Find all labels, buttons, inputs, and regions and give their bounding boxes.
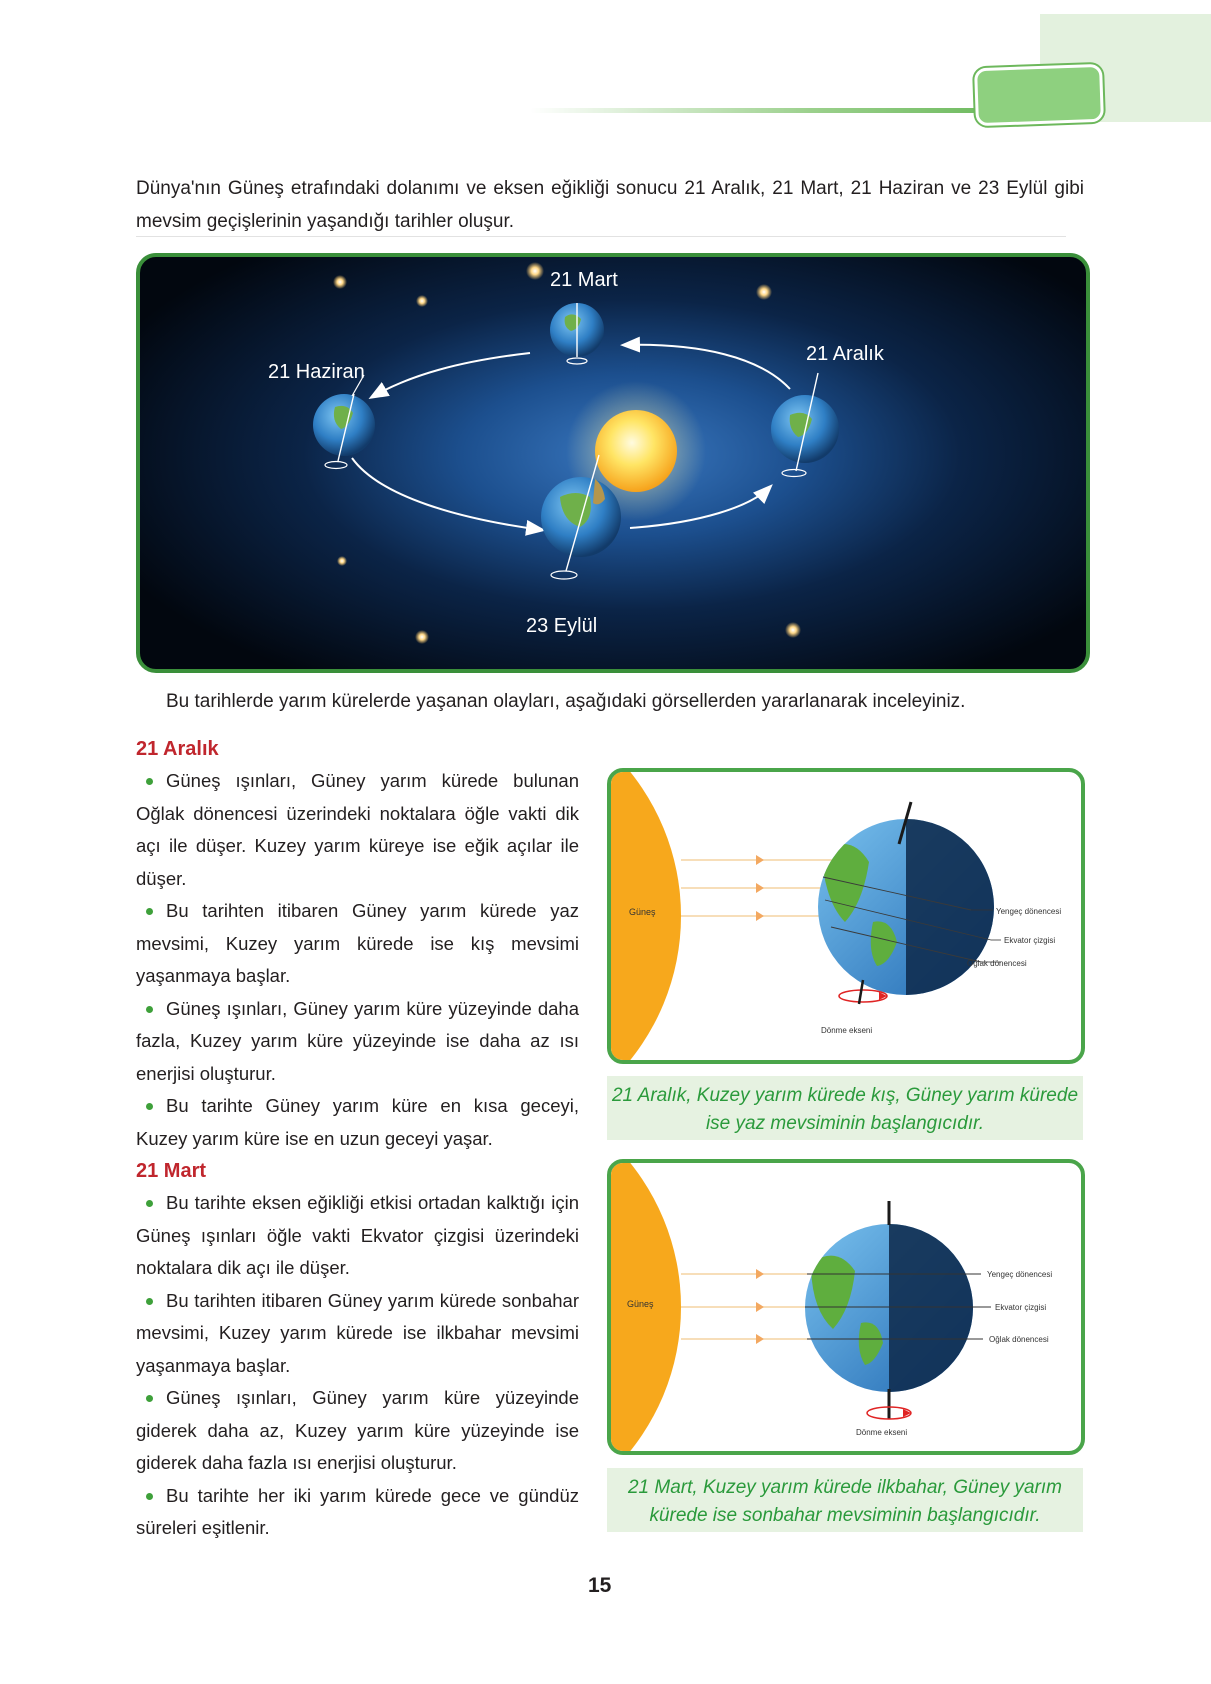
bullet-icon — [146, 1006, 153, 1013]
label-september: 23 Eylül — [526, 615, 598, 637]
tropic-south-label: Oğlak dönencesi — [967, 959, 1027, 968]
label-december: 21 Aralık — [806, 343, 884, 365]
bullet-icon — [146, 1493, 153, 1500]
header-rule — [530, 108, 1000, 113]
bullet-icon — [146, 1298, 153, 1305]
star-icon — [756, 284, 772, 300]
orbit-diagram — [136, 253, 1090, 673]
panel-sun-label: Güneş — [627, 1299, 654, 1309]
orbit-diagram-art — [140, 257, 1086, 669]
caption-december: 21 Aralık, Kuzey yarım kürede kış, Güney yarım kürede ise yaz mevsiminin başlangıcıdır. — [607, 1076, 1083, 1140]
list-item: Bu tarihte Güney yarım küre en kısa geceyi, Kuzey yarım küre ise en uzun geceyi yaşar. — [136, 1095, 579, 1149]
list-item: Güneş ışınları, Güney yarım küre yüzeyinde giderek daha az, Kuzey yarım küre yüzeyinde ise giderek daha fazla ısı enerjisi oluşturur. — [136, 1387, 579, 1473]
list-item: Bu tarihte her iki yarım kürede gece ve gündüz süreleri eşitlenir. — [136, 1484, 579, 1538]
earth-march-icon — [550, 303, 604, 364]
subheading: Bu tarihlerde yarım kürelerde yaşanan olayları, aşağıdaki görsellerden yararlanarak inceleyiniz. — [166, 691, 966, 712]
page-number: 15 — [588, 1574, 612, 1597]
list-item: Bu tarihten itibaren Güney yarım kürede sonbahar mevsimi, Kuzey yarım kürede ise ilkbahar mevsimi yaşanmaya başlar. — [136, 1289, 579, 1376]
divider — [136, 236, 1066, 237]
bullet-icon — [146, 908, 153, 915]
bullet-icon — [146, 1200, 153, 1207]
equator-label: Ekvator çizgisi — [1004, 936, 1056, 945]
section-title-december: 21 Aralık — [136, 738, 219, 760]
intro-paragraph: Dünya'nın Güneş etrafındaki dolanımı ve eksen eğikliği sonucu 21 Aralık, 21 Mart, 21 Haziran ve 23 Eylül gibi mevsim geçişlerinin yaşandığı tarihler oluşur. — [136, 178, 1084, 232]
earth-june-icon — [313, 394, 375, 469]
star-icon — [526, 262, 544, 280]
tropic-south-label: Oğlak dönencesi — [989, 1335, 1049, 1344]
list-item: Bu tarihte eksen eğikliği etkisi ortadan kalktığı için Güneş ışınları öğle vakti Ekvator çizgisi üzerindeki noktalara dik açı ile düşer. — [136, 1192, 579, 1278]
star-icon — [785, 622, 801, 638]
earth-december-icon — [811, 812, 1006, 1002]
bullet-icon — [146, 1395, 153, 1402]
bullet-icon — [146, 778, 153, 785]
header-tab — [974, 64, 1104, 126]
panel-march — [607, 1159, 1085, 1455]
label-june: 21 Haziran — [268, 361, 365, 383]
sun-icon — [595, 410, 677, 492]
tropic-north-label: Yengeç dönencesi — [996, 907, 1062, 916]
axis-label: Dönme ekseni — [821, 1026, 873, 1035]
panel-december — [607, 768, 1085, 1064]
list-item: Güneş ışınları, Güney yarım kürede bulunan Oğlak dönencesi üzerindeki noktalara öğle vakti dik açı ile düşer. Kuzey yarım küreye ise eğik açılar ile düşer. — [136, 770, 579, 889]
label-march: 21 Mart — [550, 269, 618, 291]
panel-sun-label: Güneş — [629, 907, 656, 917]
star-icon — [415, 630, 429, 644]
earth-december-icon — [771, 373, 839, 477]
star-icon — [416, 295, 428, 307]
bullet-icon — [146, 1103, 153, 1110]
list-item: Bu tarihten itibaren Güney yarım kürede yaz mevsimi, Kuzey yarım kürede ise kış mevsimi yaşanmaya başlar. — [136, 900, 579, 986]
tropic-north-label: Yengeç dönencesi — [987, 1270, 1053, 1279]
axis-label: Dönme ekseni — [856, 1428, 908, 1437]
star-icon — [333, 275, 347, 289]
caption-march: 21 Mart, Kuzey yarım kürede ilkbahar, Güney yarım kürede ise sonbahar mevsiminin başlangıcıdır. — [607, 1468, 1083, 1532]
star-icon — [337, 556, 347, 566]
section-title-march: 21 Mart — [136, 1160, 207, 1182]
equator-label: Ekvator çizgisi — [995, 1303, 1047, 1312]
earth-march-icon — [801, 1218, 989, 1398]
list-item: Güneş ışınları, Güney yarım küre yüzeyinde daha fazla, Kuzey yarım küre yüzeyinde ise daha az ısı enerjisi oluşturur. — [136, 997, 579, 1084]
text-column — [136, 733, 579, 1545]
